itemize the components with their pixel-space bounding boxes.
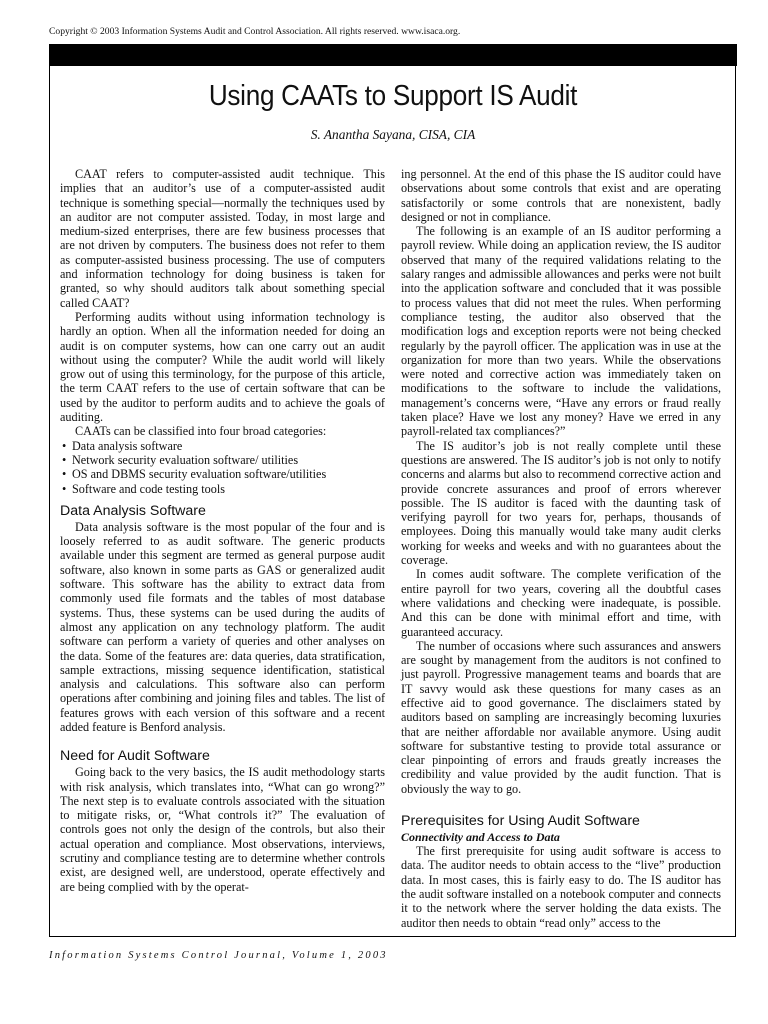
paragraph: The following is an example of an IS auditor performing a payroll review. While doing an application review, the IS auditor observed that many of the required validations relating to the salary ranges and admissible allowances and perks were not built into the application software and concluded that it was possible to process values that did not meet the rules. When performing compliance testing, the auditor also observed that the modification logs and exception reports were not being checked regularly by the payroll officer. The application was in use at the organization for more than two years. While the observations were noted and corrective action was immediately taken on modifications to the software to include the validations, management’s concerns were, “Have any errors or fraud really taken place? Have we lost any money? Have we erred in any payroll-related tax compliances?” — [401, 224, 721, 439]
category-list — [60, 439, 385, 496]
subheading-connectivity: Connectivity and Access to Data — [401, 830, 560, 845]
journal-footer: Information Systems Control Journal, Volume 1, 2003 — [49, 950, 388, 961]
list-item-text: Software and code testing tools — [72, 481, 225, 496]
list-item: • Data analysis software — [62, 438, 183, 453]
section-heading-prerequisites: Prerequisites for Using Audit Software — [401, 813, 640, 830]
left-column — [60, 167, 385, 894]
section-heading-data-analysis: Data Analysis Software — [60, 502, 206, 519]
paragraph: The IS auditor’s job is not really complete until these questions are answered. The IS auditor’s job is not only to notify concerns and alarms but also to recommend corrective action and provide concrete assurances and proof of errors wherever possible. The IS auditor is faced with the daunting task of verifying payroll for two years for, perhaps, thousands of employees. Doing this manually would take many audit clerks working for weeks and weeks and with no guarantees about the coverage. — [401, 438, 721, 568]
right-column — [401, 167, 721, 930]
paragraph: The first prerequisite for using audit software is access to data. The auditor needs to obtain access to the “live” production data. In most cases, this is fairly easy to do. The IS auditor has the audit software installed on a notebook computer and connects it to the network where the server holding the data exists. The auditor then needs to obtain “read only” access to the — [401, 844, 721, 930]
paragraph: In comes audit software. The complete verification of the entire payroll for two years, covering all the doubtful cases where validations and checking were inadequate, is possible. And this can be done with minimal effort and time, with guaranteed accuracy. — [401, 567, 721, 639]
header-bar — [49, 44, 737, 66]
paragraph: Performing audits without using information technology is hardly an option. When all the information needed for doing an audit is on computer systems, how can one carry out an audit without using the computer? While the audit world will likely grow out of using this terminology, for the purpose of this article, the term CAAT refers to the use of certain software that can be used by the auditor to perform audits and to achieve the goals of auditing. — [60, 309, 385, 425]
paragraph: Going back to the very basics, the IS audit methodology starts with risk analysis, which translates into, “What can go wrong?” The next step is to evaluate controls associated with the situation to mitigate risks, or, “What controls it?” The evaluation of controls goes not only the design of the controls, but also their actual operation and compliance. Most observations, interviews, scrutiny and compliance testing are to determine whether controls exist, are designed well, are understood, operate effectively and are being complied with by the operat- — [60, 765, 385, 894]
article-title: Using CAATs to Support IS Audit — [208, 80, 578, 112]
paragraph: CAATs can be classified into four broad categories: — [75, 424, 327, 439]
list-item: • Software and code testing tools — [62, 481, 225, 496]
list-item: • OS and DBMS security evaluation software/utilities — [62, 467, 327, 482]
list-item-text: OS and DBMS security evaluation software/utilities — [72, 467, 327, 482]
list-item-text: Data analysis software — [72, 438, 183, 453]
copyright-notice: Copyright © 2003 Information Systems Audit and Control Association. All rights reserved. www.isaca.org. — [49, 26, 461, 37]
article-author: S. Anantha Sayana, CISA, CIA — [310, 127, 476, 142]
paragraph: ing personnel. At the end of this phase the IS auditor could have observations about some controls that exist and are operating satisfactorily or some controls that are nonexistent, badly designed or not in compliance. — [401, 167, 721, 224]
section-heading-need: Need for Audit Software — [60, 748, 210, 765]
paragraph: The number of occasions where such assurances and answers are sought by management from the auditors is not confined to just payroll. Progressive management teams and boards that are IT savvy would ask these questions for many cases as an effective aid to good governance. The disclaimers stated by auditors based on sampling are increasingly becoming luxuries that are neither affordable nor available anymore. Using audit software for substantive testing to provide total assurance or clear pinpointing of errors and frauds greatly increases the credibility and value provided by the audit function. That is obviously the way to go. — [401, 638, 721, 796]
list-item: • Network security evaluation software/ utilities — [62, 452, 299, 467]
list-item-text: Network security evaluation software/ utilities — [72, 452, 299, 467]
paragraph: Data analysis software is the most popular of the four and is loosely referred to as audit software. The generic products available under this segment are termed as general purpose audit software, also known in some parts as GAS or generalized audit software. This software has the ability to extract data from commonly used file formats and the tables of most database systems. Thus, these systems can be used during the audits of almost any application on any technology platform. The audit software can perform a variety of queries and other analyses on the data. Some of the features are: data queries, data stratification, sample extractions, missing sequence identification, statistical analysis and calculations. This software also can perform operations after combining and joining files and tables. The list of features grows with each version of this software and a recent added feature is Benford analysis. — [60, 519, 385, 734]
paragraph: CAAT refers to computer-assisted audit technique. This implies that an auditor’s use of a computer-assisted audit technique is something special—normally the techniques used by an auditor are not computer assisted. Today, in most large and medium-sized enterprises, there are few business processes that are not driven by computers. The business does not refer to them as computer-assisted business processing. The use of computers and information technology for doing business is taken for granted, so why should auditors talk about something special called CAAT? — [60, 167, 385, 310]
